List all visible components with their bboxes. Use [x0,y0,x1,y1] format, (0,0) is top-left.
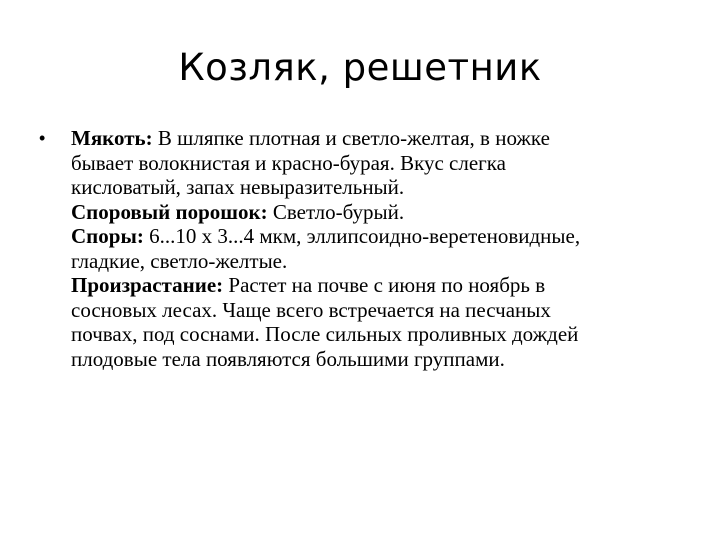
flesh-label: Мякоть: [71,126,153,150]
growth-line-4: плодовые тела появляются большими группами. [71,346,505,371]
flesh-line-3: кисловатый, запах невыразительный. [71,175,405,199]
growth-text-1: Растет на почве с июня по ноябрь в [223,273,546,297]
bullet-icon: • [39,128,46,148]
bullet-item [36,126,696,371]
flesh-line-1 [71,126,696,151]
spores-text-1: 6...10 х 3...4 мкм, эллипсоидно-веретеновидные, [143,224,581,248]
slide-body [36,126,696,371]
flesh-line-2: бывает волокнистая и красно-бурая. Вкус слегка [71,150,506,175]
spore-powder-label: Споровый порошок: [71,199,268,224]
growth-line-2: сосновых лесах. Чаще всего встречается на песчаных [71,297,551,322]
growth-label: Произрастание: [71,273,224,297]
growth-line-3: почвах, под соснами. После сильных проливных дождей [71,322,579,346]
spores-line-2: гладкие, светло-желтые. [71,248,288,273]
spore-powder-line [71,200,696,225]
flesh-text-1: В шляпке плотная и светло-желтая, в ножке [152,126,550,150]
spore-powder-text: Светло-бурый. [267,199,405,224]
slide-title: Козляк, решетник [178,46,542,89]
spores-line-1 [71,224,696,249]
growth-line-1 [71,273,696,298]
spores-label: Споры: [71,224,144,248]
